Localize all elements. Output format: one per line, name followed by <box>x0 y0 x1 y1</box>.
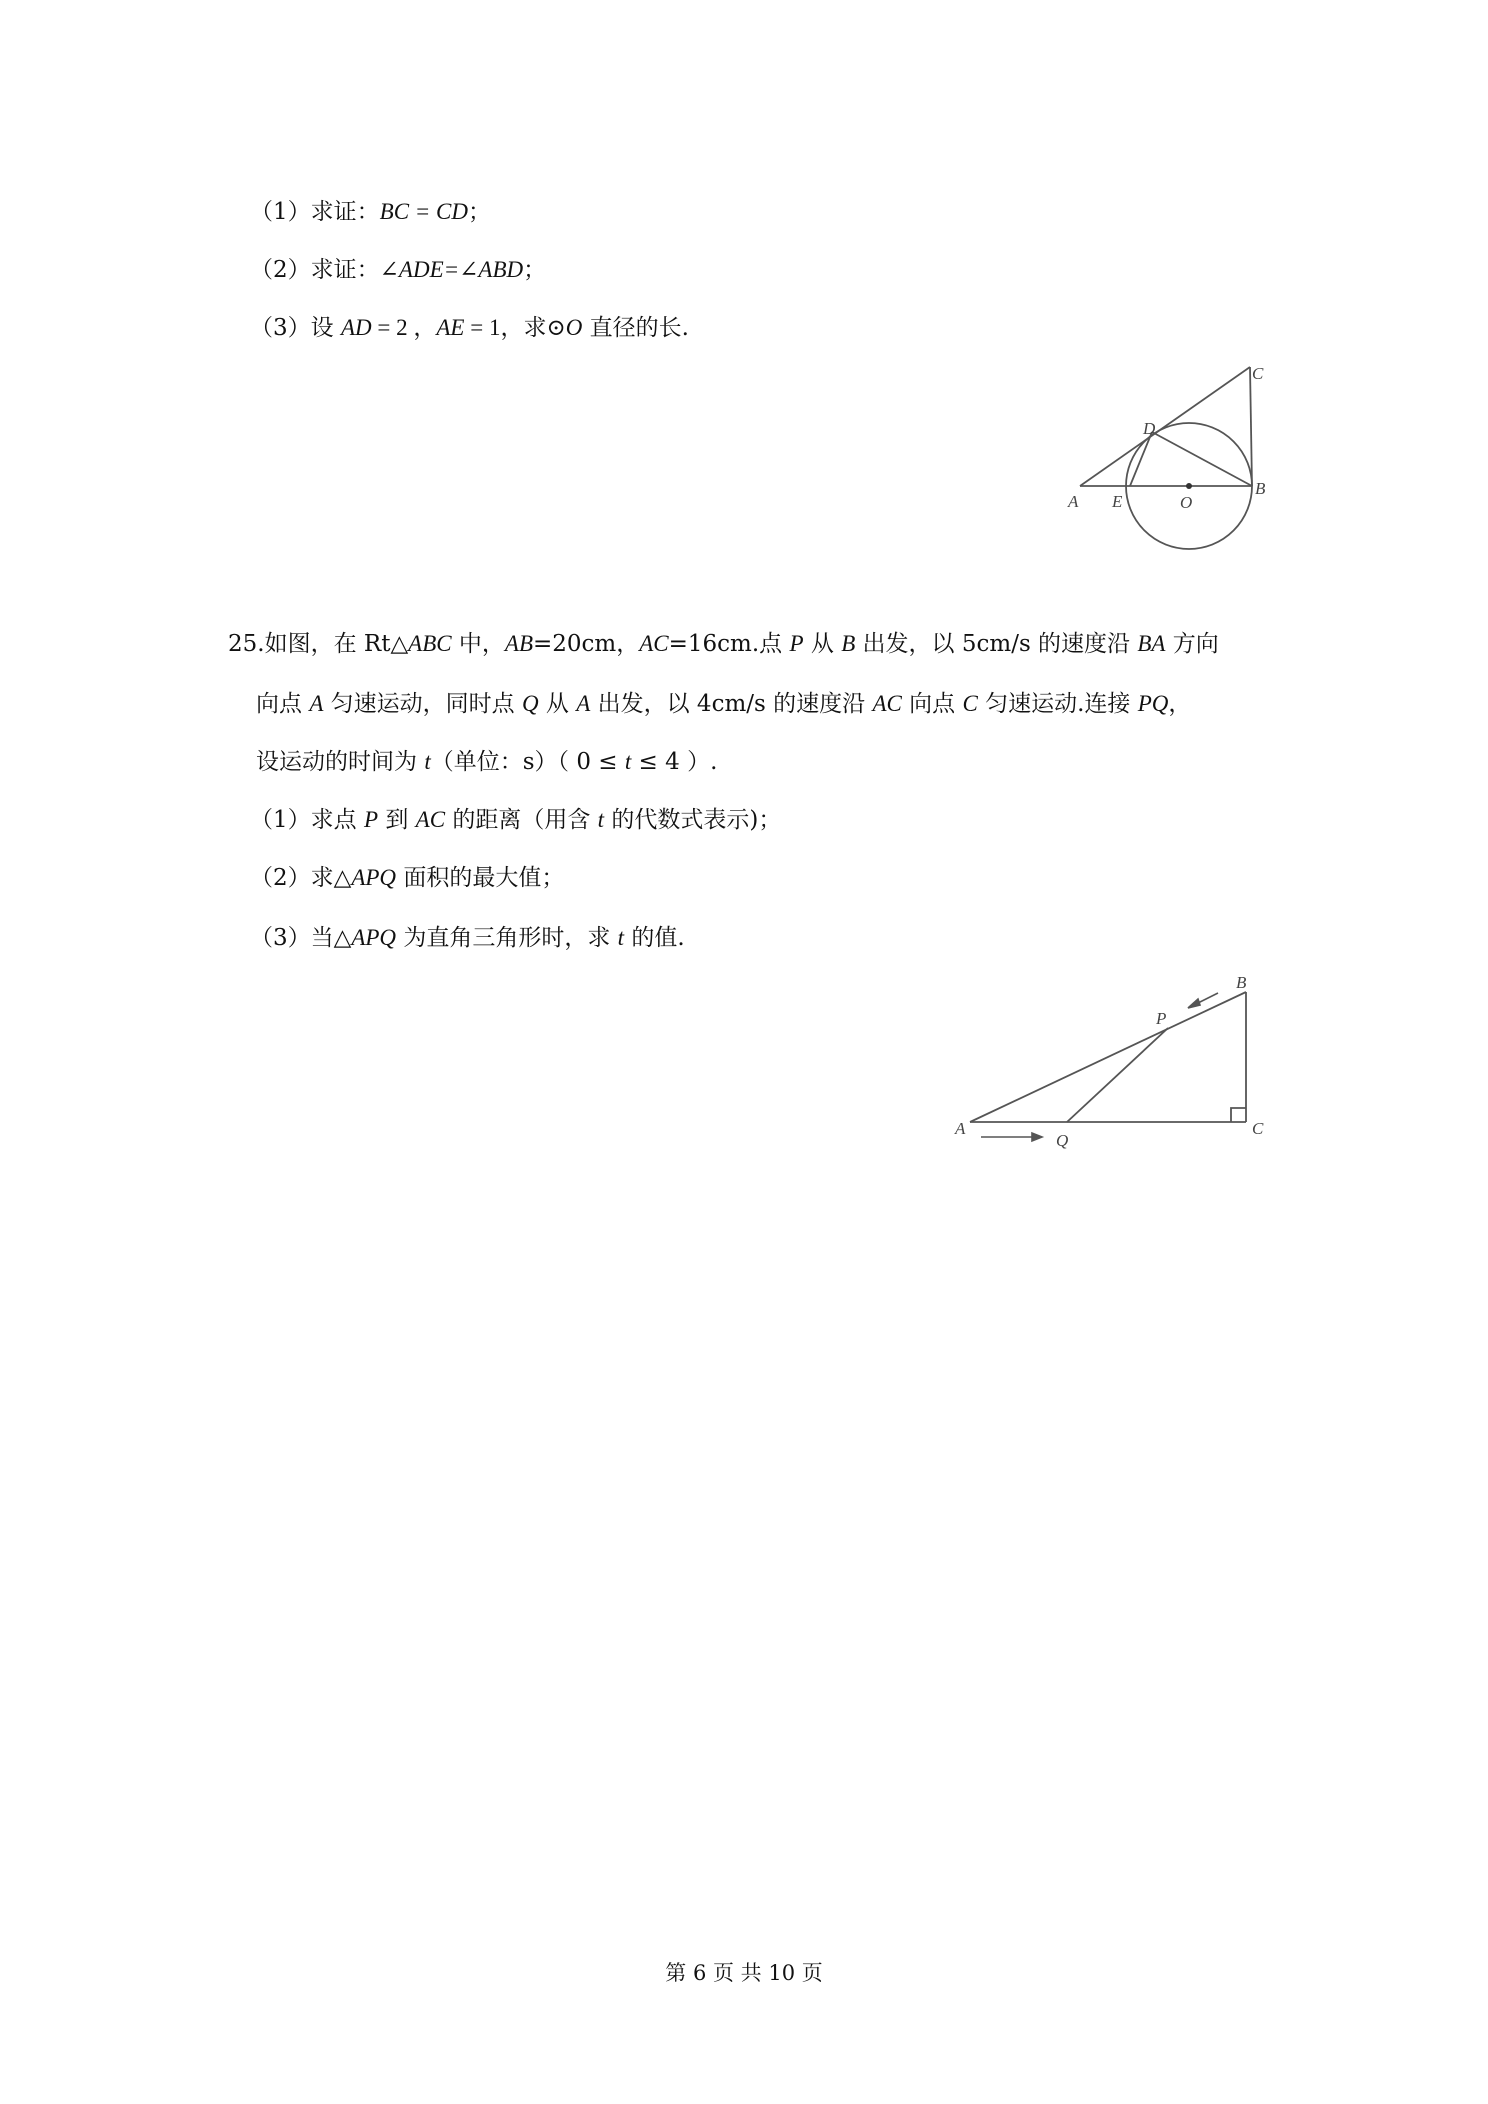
q25-part3: （3）当△APQ 为直角三角形时，求 t 的值. <box>250 925 685 951</box>
q24-part1: （1）求证：BC = CD； <box>250 199 492 225</box>
q25-line2: 向点 A 匀速运动，同时点 Q 从 A 出发，以 4cm/s 的速度沿 AC 向点 C 匀速运动.连接 PQ， <box>256 691 1192 717</box>
segment-pq <box>1067 1028 1168 1122</box>
arrow-q-direction <box>981 1133 1042 1141</box>
label-o: O <box>1180 493 1193 512</box>
label-e: E <box>1112 492 1123 511</box>
q25-part2: （2）求△APQ 面积的最大值； <box>250 865 565 891</box>
page-footer: 第 6 页 共 10 页 <box>665 1961 823 1985</box>
label-q: Q <box>1056 1131 1069 1150</box>
label-p: P <box>1156 1009 1167 1028</box>
label-c: C <box>1252 364 1264 383</box>
q25-line3: 设运动的时间为 t（单位：s）（ 0 ≤ t ≤ 4 ）. <box>256 749 718 775</box>
segment-ab <box>970 992 1246 1122</box>
right-angle-mark <box>1231 1108 1246 1122</box>
label-a: A <box>955 1119 966 1138</box>
label-b: B <box>1236 973 1247 992</box>
q24-part2: （2）求证：∠ADE=∠ABD； <box>250 257 547 283</box>
label-a: A <box>1068 492 1079 511</box>
q25-part1: （1）求点 P 到 AC 的距离（用含 t 的代数式表示)； <box>250 807 782 833</box>
label-b: B <box>1255 479 1266 498</box>
q24-part3: （3）设 AD = 2 ，AE = 1，求⊙O 直径的长. <box>250 315 689 341</box>
arrow-p-direction <box>1188 993 1218 1008</box>
q25-line1: 25.如图，在 Rt△ABC 中，AB=20cm，AC=16cm.点 P 从 B 出发，以 5cm/s 的速度沿 BA 方向 <box>228 631 1219 657</box>
label-c: C <box>1252 1119 1264 1138</box>
label-d: D <box>1143 419 1156 438</box>
